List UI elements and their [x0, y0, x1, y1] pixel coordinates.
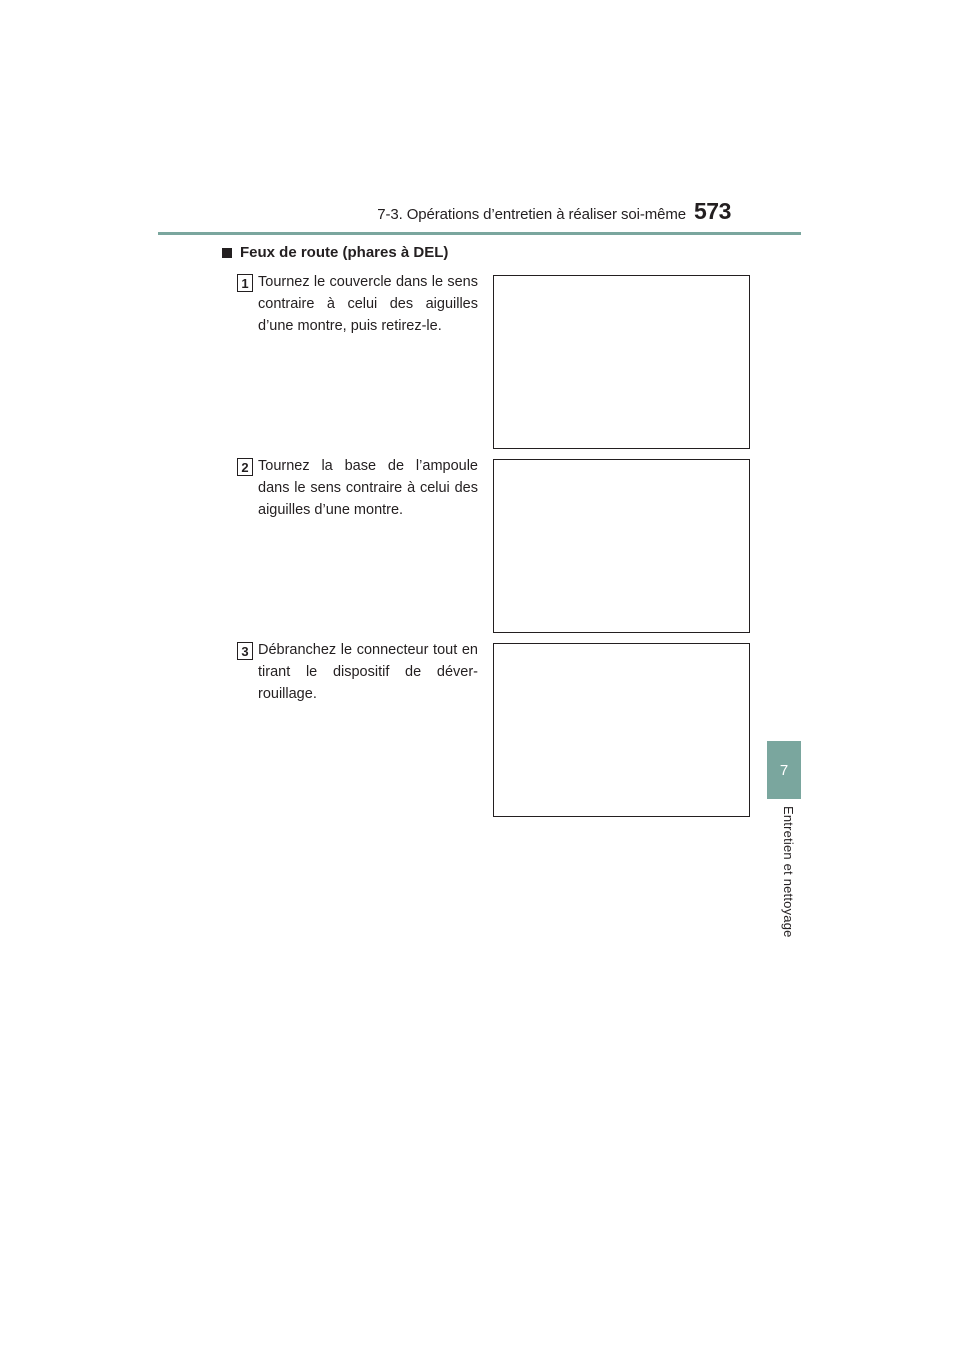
- step-instruction: Tournez la base de l’ampoule dans le sens contraire à celui des aiguilles d’une montre.: [258, 458, 478, 518]
- step-number-badge: 1: [237, 274, 253, 292]
- step-illustration: [493, 275, 750, 449]
- chapter-number: 7: [779, 761, 789, 779]
- step-number-badge: 3: [237, 642, 253, 660]
- square-bullet-icon: [222, 248, 232, 258]
- chapter-tab: [767, 741, 801, 799]
- step-number-badge: 2: [237, 458, 253, 476]
- section-heading-text: Feux de route (phares à DEL): [240, 244, 449, 261]
- step-illustration: [493, 643, 750, 817]
- step-illustration: [493, 459, 750, 633]
- step-instruction: Débranchez le connecteur tout en tirant le dispositif de déver-rouillage.: [258, 642, 478, 702]
- page-number: 573: [694, 198, 731, 224]
- step-instruction: Tournez le couvercle dans le sens contraire à celui des aiguilles d’une montre, puis retirez-le.: [258, 274, 478, 334]
- chapter-label: Entretien et nettoyage: [781, 806, 796, 938]
- section-title: 7-3. Opérations d’entretien à réaliser soi-même: [377, 206, 686, 223]
- section-heading: [222, 244, 448, 261]
- header-rule: [158, 232, 801, 235]
